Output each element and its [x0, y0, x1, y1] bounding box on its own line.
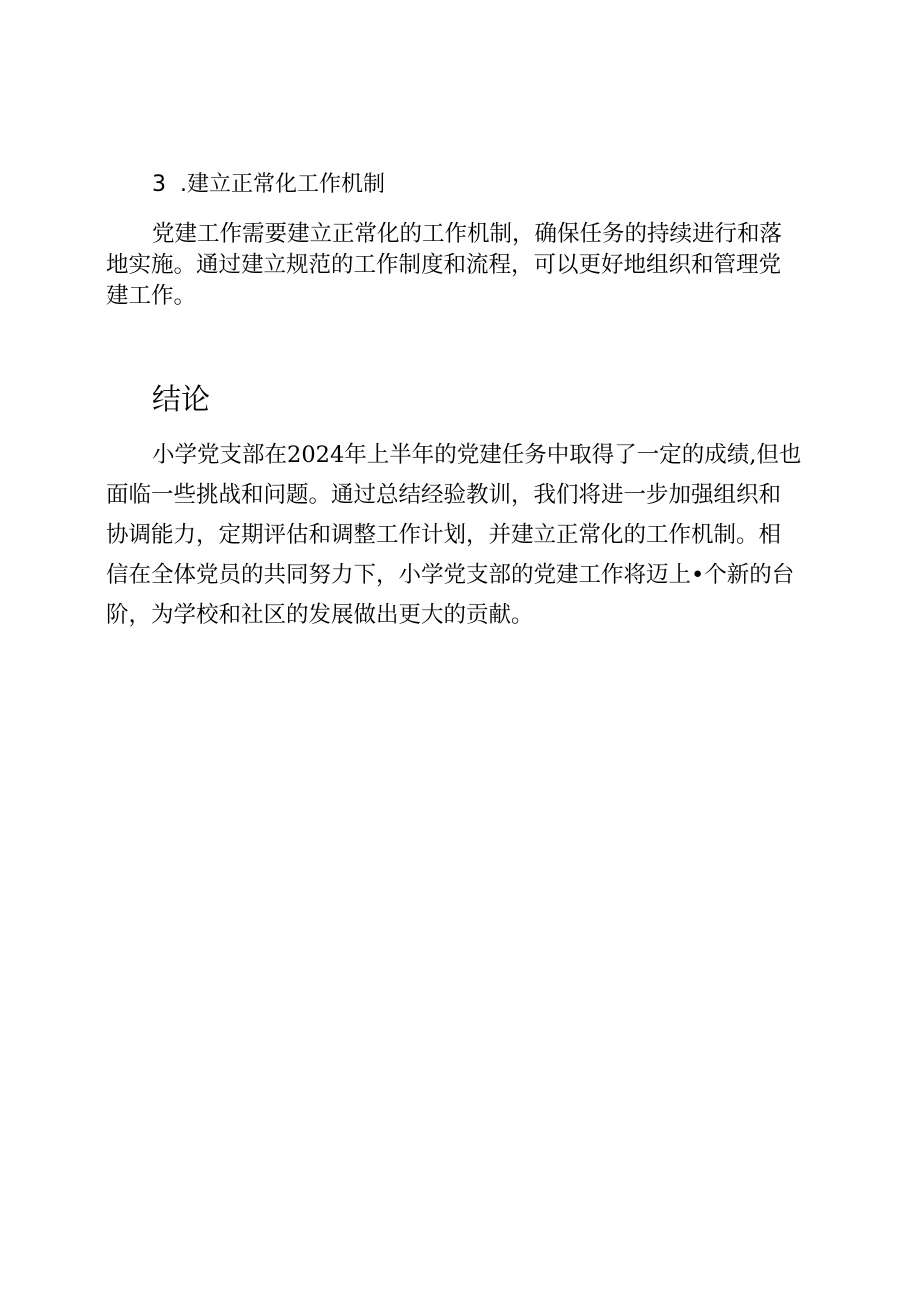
paragraph-line: 协调能力，定期评估和调整工作计划，并建立正常化的工作机制。相	[106, 522, 782, 548]
paragraph-line: 信在全体党员的共同努力下，小学党支部的党建工作将迈上•个新的台	[106, 562, 795, 588]
paragraph-line: 小学党支部在2024年上半年的党建任务中取得了一定的成绩,但也	[152, 442, 802, 468]
paragraph-line: 面临一些挑战和问题。通过总结经验教训，我们将进一步加强组织和	[106, 482, 782, 508]
paragraph-line: 党建工作需要建立正常化的工作机制，确保任务的持续进行和落	[152, 221, 783, 247]
section-3-paragraph	[106, 219, 816, 312]
paragraph-line: 阶，为学校和社区的发展做出更大的贡献。	[106, 602, 534, 628]
conclusion-heading: 结论	[152, 382, 211, 416]
paragraph-line: 建工作。	[106, 283, 197, 309]
section-title: .建立正常化工作机制	[180, 172, 385, 197]
conclusion-paragraph	[106, 435, 826, 635]
paragraph-line: 地实施。通过建立规范的工作制度和流程，可以更好地组织和管理党	[106, 252, 782, 278]
section-number: 3	[152, 172, 166, 197]
section-3-heading	[152, 170, 385, 200]
